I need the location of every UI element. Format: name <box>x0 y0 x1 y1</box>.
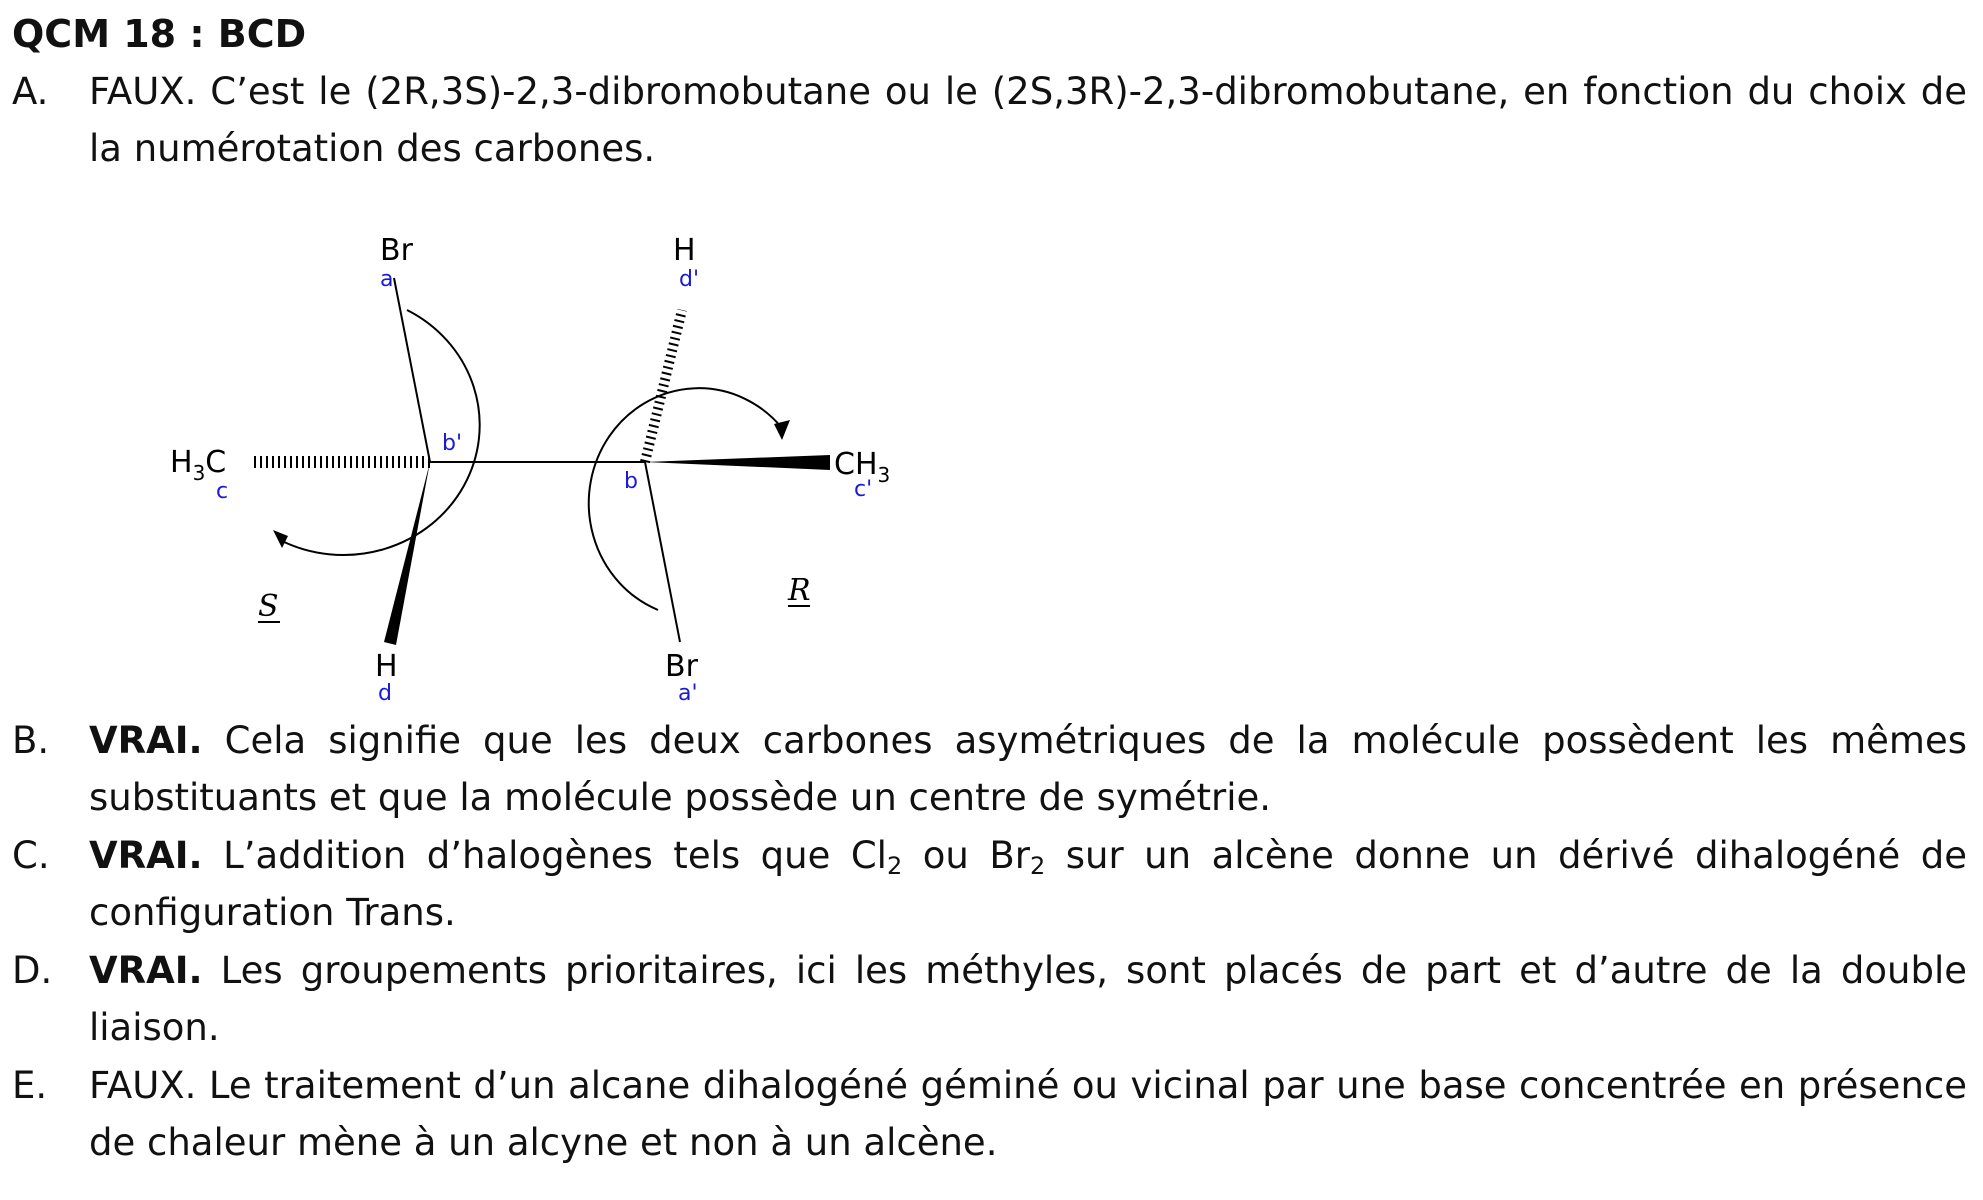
answer-item-c <box>12 827 1967 941</box>
left-bottom-atom: H <box>375 649 398 684</box>
item-text: Cela signifie que les deux carbones asymétriques de la molécule possèdent les mêmes substituants et que la molécule possède un centre de symétrie. <box>89 719 1967 819</box>
right-methyl-tag: c' <box>854 477 873 502</box>
item-body <box>89 1057 1967 1171</box>
item-body <box>89 712 1967 826</box>
item-letter: E. <box>12 1064 48 1107</box>
item-text-part: sur un alcène donne un dérivé dihalogéné de configuration Trans. <box>89 834 1967 934</box>
item-letter: A. <box>12 70 49 113</box>
left-bottom-tag: d <box>378 681 392 706</box>
bond-left-top <box>394 278 430 462</box>
item-verdict: VRAI. <box>89 949 203 992</box>
answer-item-b <box>12 712 1967 826</box>
item-verdict: VRAI. <box>89 719 203 762</box>
subscript: 2 <box>1029 852 1046 880</box>
item-verdict: FAUX. <box>89 70 197 113</box>
bond-right-hashed <box>645 310 682 462</box>
arrowhead-left-icon <box>273 530 288 548</box>
newman-projection-figure <box>150 230 930 720</box>
item-text: C’est le (2R,3S)-2,3-dibromobutane ou le (2S,3R)-2,3-dibromobutane, en fonction du choix de la numérotation des carbones. <box>89 70 1967 170</box>
left-methyl-atom: $H_3C$ <box>170 445 227 485</box>
item-verdict: VRAI. <box>89 834 203 877</box>
answer-item-a <box>12 63 1967 177</box>
item-letter: C. <box>12 834 50 877</box>
bond-left-wedge <box>384 462 430 645</box>
left-top-atom: Br <box>380 233 413 268</box>
item-text: Les groupements prioritaires, ici les méthyles, sont placés de part et d’autre de la double liaison. <box>89 949 1967 1049</box>
item-verdict: FAUX. <box>89 1064 197 1107</box>
left-top-tag: a <box>380 267 394 292</box>
right-top-atom: H <box>673 233 696 268</box>
item-letter: D. <box>12 949 53 992</box>
subscript: 2 <box>886 852 903 880</box>
page-title: QCM 18 : BCD <box>12 12 307 56</box>
configuration-s: S <box>258 589 279 624</box>
left-center-tag: b' <box>442 431 463 456</box>
item-body <box>89 942 1967 1056</box>
configuration-r: R <box>788 573 811 608</box>
item-text-part: ou Br <box>902 834 1030 877</box>
right-center-tag: b <box>624 469 638 494</box>
item-body <box>89 63 1967 177</box>
answer-item-e <box>12 1057 1967 1171</box>
item-body <box>89 827 1967 941</box>
answer-item-d <box>12 942 1967 1056</box>
right-top-tag: d' <box>679 267 700 292</box>
right-bottom-atom: Br <box>665 649 698 684</box>
item-text: Le traitement d’un alcane dihalogéné géminé ou vicinal par une base concentrée en présence de chaleur mène à un alcyne et non à un alcène. <box>89 1064 1967 1164</box>
bond-right-bottom <box>645 462 680 642</box>
right-bottom-tag: a' <box>678 681 698 706</box>
left-methyl-tag: c <box>216 479 229 504</box>
item-letter: B. <box>12 719 50 762</box>
rotation-arc-right <box>589 388 782 610</box>
item-text-part: L’addition d’halogènes tels que Cl <box>202 834 887 877</box>
bond-right-wedge <box>645 455 830 470</box>
right-methyl-atom: $CH_3$ <box>834 447 891 487</box>
